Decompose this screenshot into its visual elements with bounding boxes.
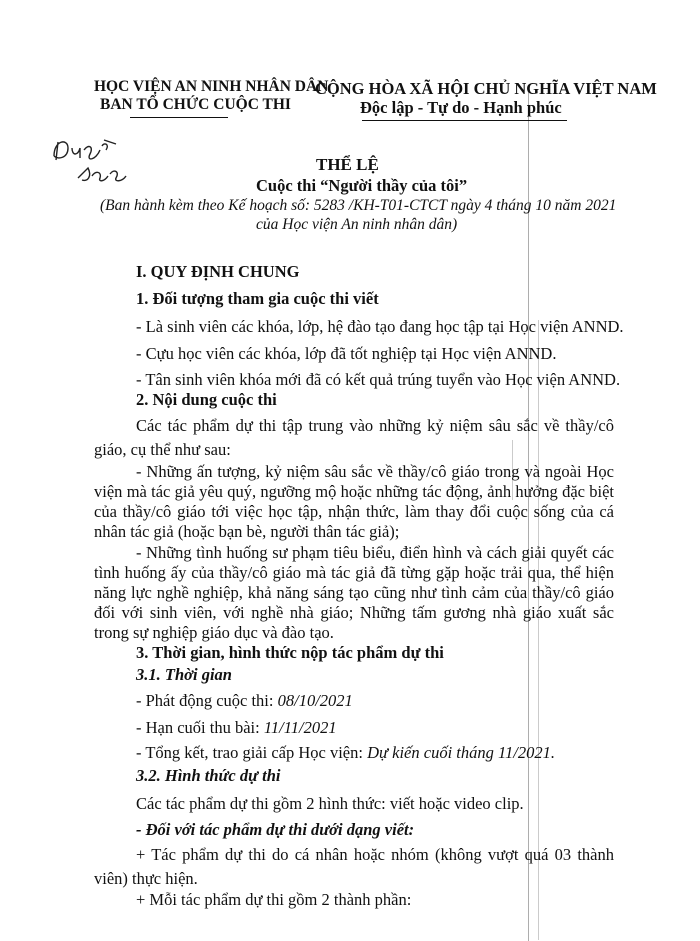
section-heading: I. QUY ĐỊNH CHUNG bbox=[136, 262, 300, 281]
org-department: BAN TỔ CHỨC CUỘC THI bbox=[100, 96, 291, 113]
header-rule-right bbox=[362, 120, 567, 121]
org-name: HỌC VIỆN AN NINH NHÂN DÂN bbox=[94, 78, 329, 95]
nation-name: CỘNG HÒA XÃ HỘI CHỦ NGHĨA VIỆT NAM bbox=[315, 79, 657, 98]
paragraph: Các tác phẩm dự thi tập trung vào những kỷ niệm sâu sắc về thầy/cô giáo, cụ thể như sau: bbox=[94, 416, 614, 459]
timeline-label: - Tổng kết, trao giải cấp Học viện: bbox=[136, 743, 368, 762]
list-item: - Tân sinh viên khóa mới đã có kết quả trúng tuyển vào Học viện ANND. bbox=[136, 370, 621, 389]
handwritten-signature-icon bbox=[48, 132, 148, 192]
timeline-date: Dự kiến cuối tháng 11/2021. bbox=[367, 743, 555, 762]
subsection-heading: 3. Thời gian, hình thức nộp tác phẩm dự thi bbox=[136, 643, 444, 662]
timeline-summary bbox=[136, 743, 555, 763]
timeline-deadline bbox=[136, 718, 337, 738]
list-item: - Là sinh viên các khóa, lớp, hệ đào tạo đang học tập tại Học viện ANND. bbox=[136, 317, 624, 336]
timeline-label: - Hạn cuối thu bài: bbox=[136, 718, 264, 737]
paragraph: - Những ấn tượng, kỷ niệm sâu sắc về thầy/cô giáo trong và ngoài Học viện mà tác giả yêu quý, ngưỡng mộ hoặc những tác động, ảnh hưởng đặc biệt của thầy/cô giáo tới việc học tập, nhận thức, làm thay đổi cuộc sống của cá nhân tác giả (hoặc bạn bè, người thân tác giả); bbox=[94, 462, 614, 541]
header-rule-left bbox=[130, 117, 228, 118]
page-title: THỂ LỆ bbox=[316, 155, 379, 174]
contest-name: Cuộc thi “Người thầy của tôi” bbox=[256, 176, 468, 195]
subsection-heading: 2. Nội dung cuộc thi bbox=[136, 390, 277, 409]
paragraph: + Tác phẩm dự thi do cá nhân hoặc nhóm (không vượt quá 03 thành viên) thực hiện. bbox=[94, 845, 614, 888]
subsection-heading: 3.1. Thời gian bbox=[136, 665, 232, 684]
subsection-heading: - Đối với tác phẩm dự thi dưới dạng viết: bbox=[136, 820, 415, 839]
list-item: - Cựu học viên các khóa, lớp đã tốt nghiệp tại Học viện ANND. bbox=[136, 344, 557, 363]
subsection-heading: 1. Đối tượng tham gia cuộc thi viết bbox=[136, 289, 379, 308]
issued-note-2: của Học viện An ninh nhân dân) bbox=[256, 216, 458, 233]
timeline-label: - Phát động cuộc thi: bbox=[136, 691, 278, 710]
paragraph: - Những tình huống sư phạm tiêu biểu, điển hình và cách giải quyết các tình huống ấy của thầy/cô giáo mà tác giả đã từng gặp hoặc trải qua, thể hiện năng lực nghề nghiệp, khả năng sáng tạo cũng như tình cảm của thầy/cô giáo đối với sinh viên, với nghề nhà giáo; Những tấm gương nhà giáo xuất sắc trong sự nghiệp giáo dục và đào tạo. bbox=[94, 543, 614, 642]
nation-motto: Độc lập - Tự do - Hạnh phúc bbox=[360, 98, 562, 117]
paragraph: Các tác phẩm dự thi gồm 2 hình thức: viết hoặc video clip. bbox=[136, 794, 524, 813]
timeline-date: 11/11/2021 bbox=[263, 718, 337, 737]
issued-note: (Ban hành kèm theo Kế hoạch số: 5283 /KH-T01-CTCT ngày 4 tháng 10 năm 2021 bbox=[100, 197, 617, 214]
timeline-date: 08/10/2021 bbox=[277, 691, 353, 710]
timeline-launch bbox=[136, 691, 353, 711]
paragraph: + Mỗi tác phẩm dự thi gồm 2 thành phần: bbox=[136, 890, 412, 909]
subsection-heading: 3.2. Hình thức dự thi bbox=[136, 766, 281, 785]
